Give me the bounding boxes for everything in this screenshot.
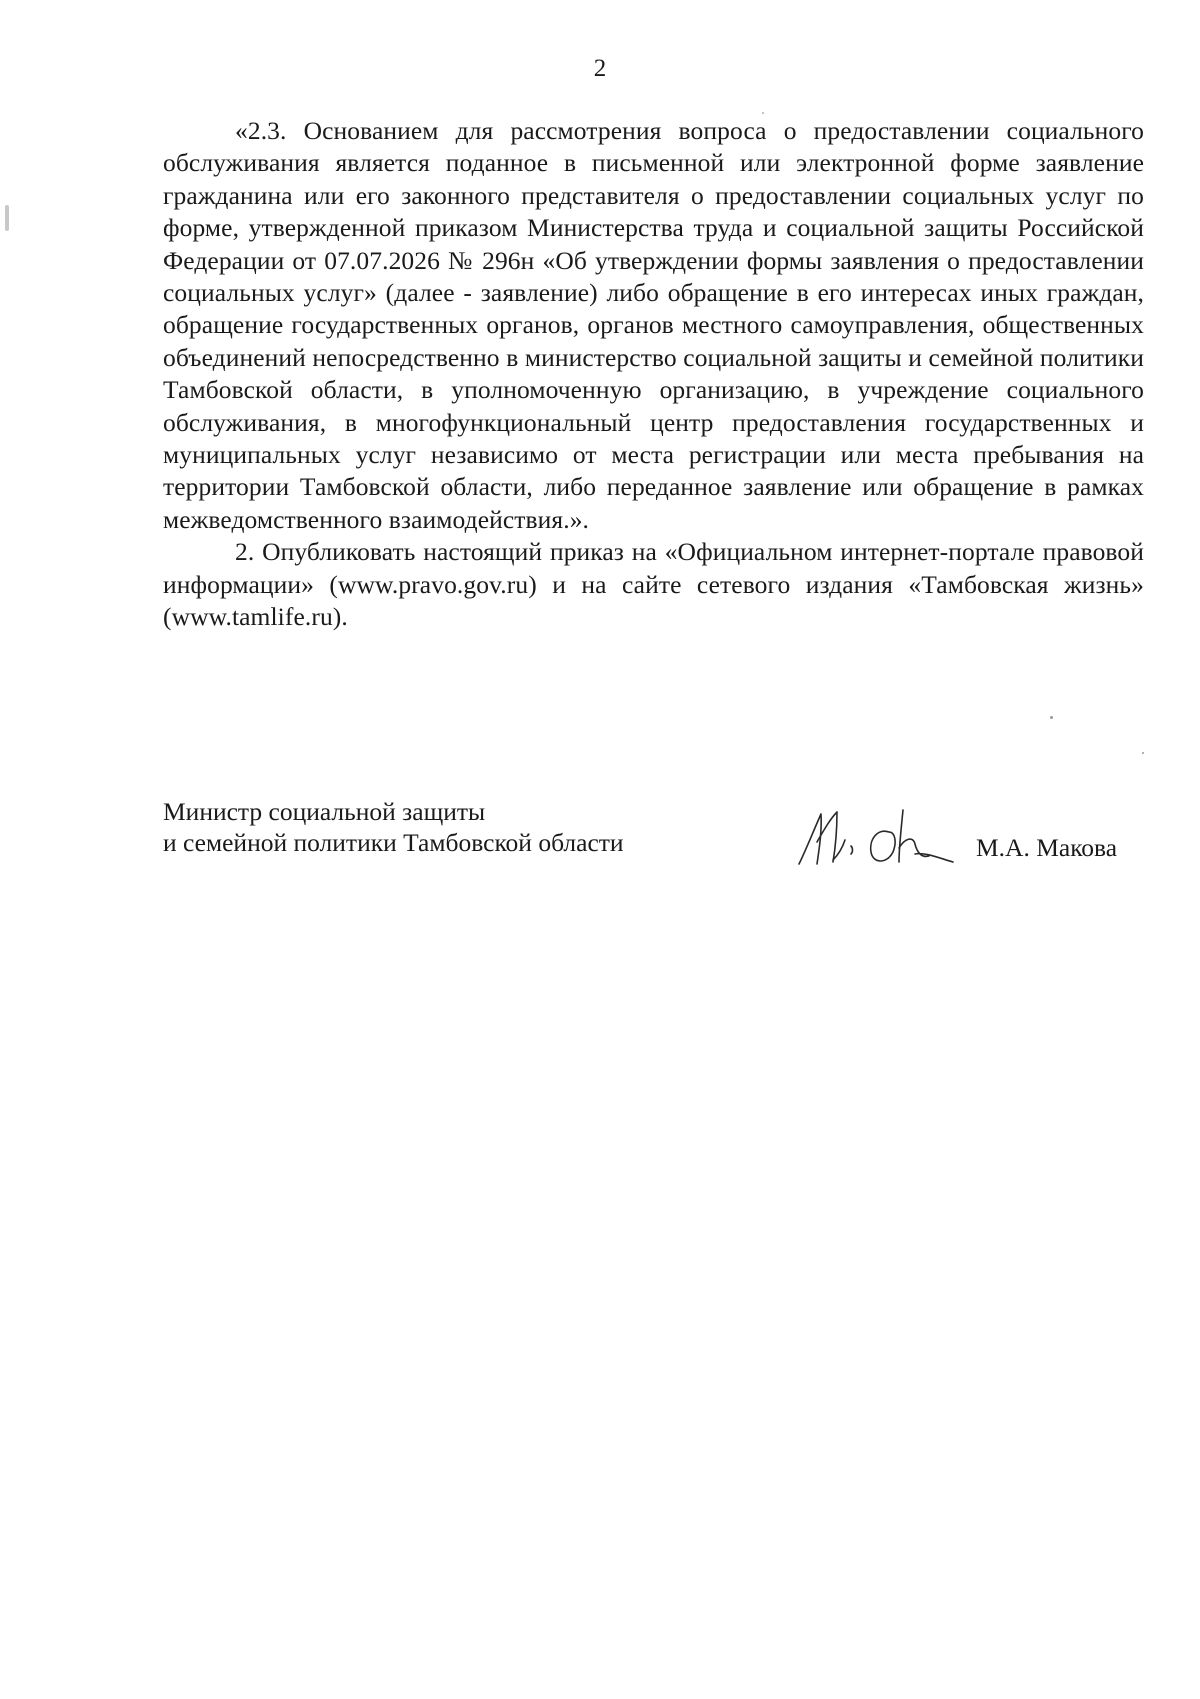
signature-block — [163, 796, 1163, 876]
signatory-title — [163, 796, 723, 858]
paragraph-publish-order: 2. Опубликовать настоящий приказ на «Официальном интернет-портале правовой информации» (www.pravo.gov.ru) и на сайте сетевого издания «Тамбовская жизнь» (www.tamlife.ru). — [163, 537, 1144, 632]
handwritten-signature — [791, 802, 961, 874]
scan-speck — [762, 112, 764, 114]
signatory-title-line-1: Министр социальной защиты — [163, 797, 486, 826]
document-body — [163, 115, 1144, 634]
signatory-title-line-2: и семейной политики Тамбовской области — [163, 828, 624, 857]
signatory-name: М.А. Макова — [976, 833, 1118, 862]
scan-speck — [1142, 752, 1144, 754]
paragraph-2-3: «2.3. Основанием для рассмотрения вопроса о предоставлении социального обслуживания является поданное в письменной или электронной форме заявление гражданина или его законного представителя о предоставлении социальных услуг по форме, утвержденной приказом Министерства труда и социальной защиты Российской Федерации от 07.07.2026 № 296н «Об утверждении формы заявления о предоставлении социальных услуг» (далее - заявление) либо обращение в его интересах иных граждан, обращение государственных органов, органов местного самоуправления, общественных объединений непосредственно в министерство социальной защиты и семейной политики Тамбовской области, в уполномоченную организацию, в учреждение социального обслуживания, в многофункциональный центр предоставления государственных и муниципальных услуг независимо от места регистрации или места пребывания на территории Тамбовской области, либо переданное заявление или обращение в рамках межведомственного взаимодействия.». — [163, 116, 1144, 534]
scan-speck — [1050, 716, 1053, 719]
scan-speck — [5, 205, 9, 231]
page-number: 2 — [593, 55, 607, 82]
